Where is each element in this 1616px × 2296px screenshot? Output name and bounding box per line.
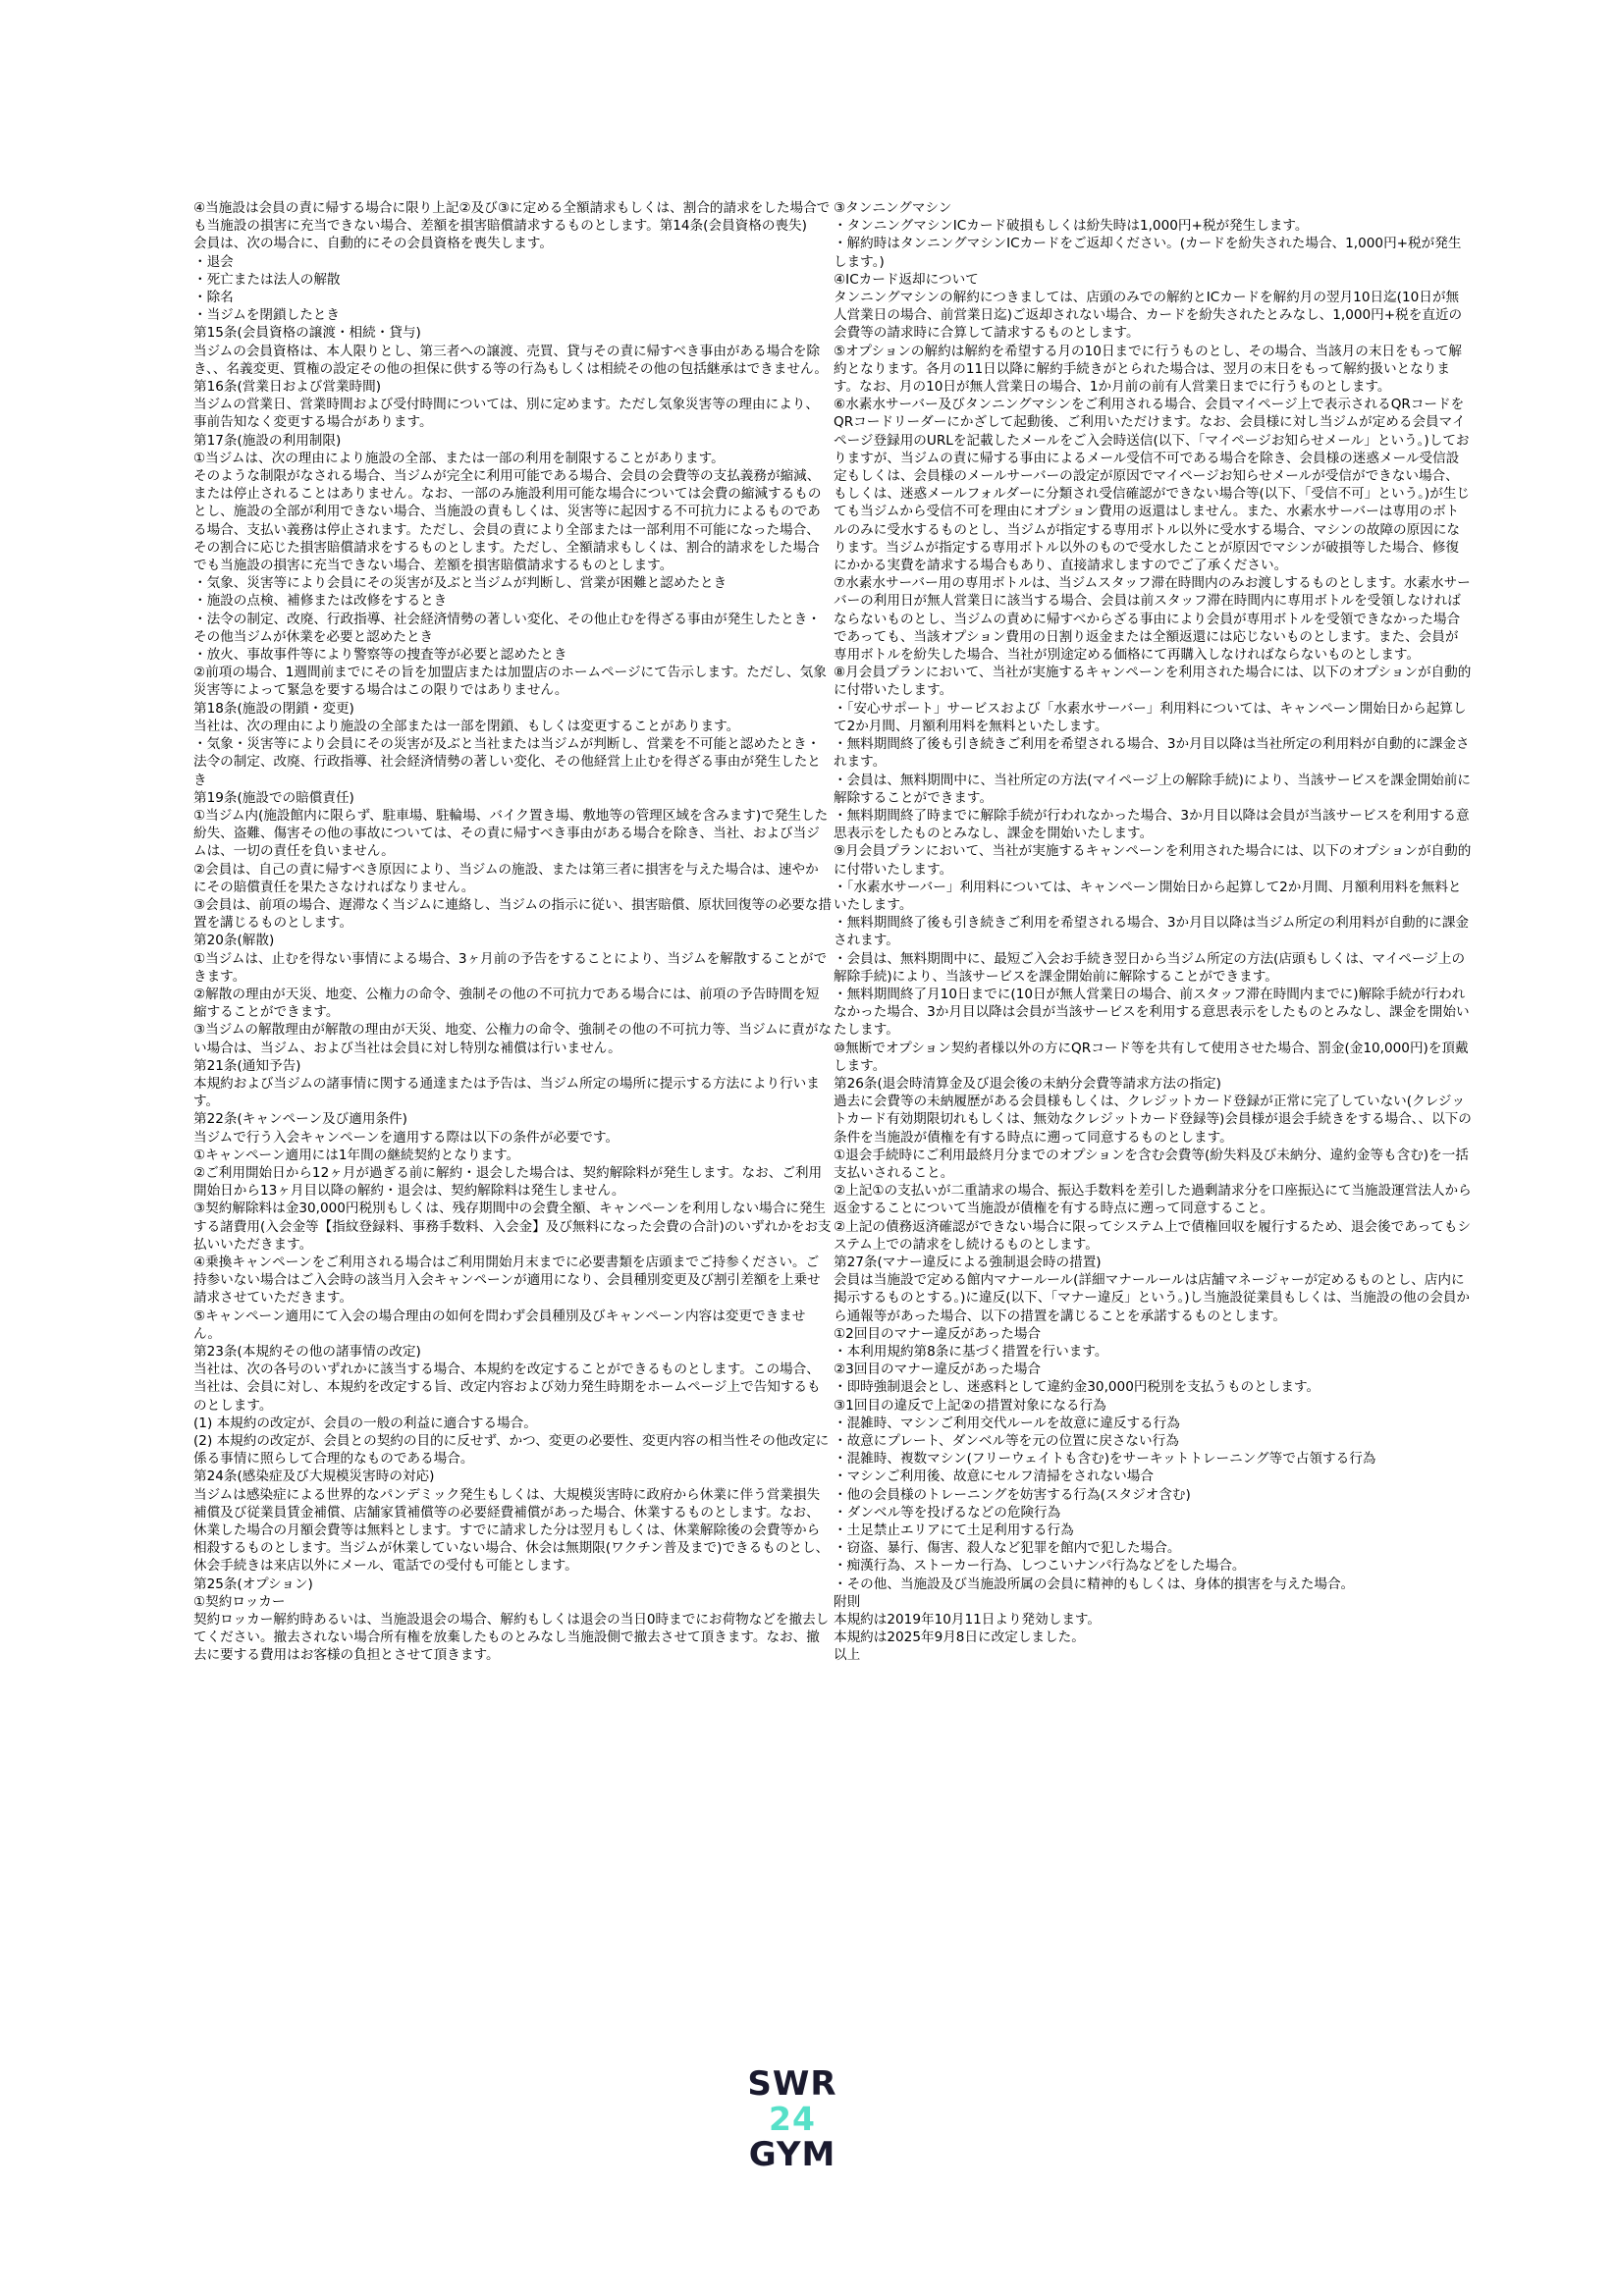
- logo-line-swr: SWR: [747, 2064, 837, 2104]
- paragraph: 当ジムの会員資格は、本人限りとし、第三者への譲渡、売買、貸与その責に帰すべき事由がある場合を除き、、名義変更、質権の設定その他の担保に供する等の行為もしくは相続その他の包括継承はできません。: [193, 343, 828, 377]
- paragraph: 第19条(施設での賠償責任): [193, 789, 354, 806]
- paragraph: ・死亡または法人の解散: [193, 271, 341, 288]
- paragraph: ・会員は、無料期間中に、当社所定の方法(マイページ上の解除手続)により、当該サービスを課金開始前に解除することができます。: [834, 772, 1471, 806]
- paragraph: 第24条(感染症及び大規模災害時の対応): [193, 1468, 435, 1485]
- paragraph: ・除名: [193, 290, 234, 306]
- paragraph: 本規約は2019年10月11日より発効します。: [834, 1612, 1102, 1629]
- paragraph: ・解約時はタンニングマシンICカードをご返却ください。(カードを紛失された場合、1,000円+税が発生します。): [834, 236, 1462, 270]
- paragraph: ⑩無断でオプション契約者様以外の方にQRコード等を共有して使用させた場合、罰金(金10,000円)を頂戴します。: [834, 1040, 1469, 1074]
- paragraph: ⑧月会員プランにおいて、当社が実施するキャンペーンを利用された場合には、以下のオプションが自動的に付帯いたします。: [834, 665, 1472, 699]
- paragraph: タンニングマシンの解約につきましては、店頭のみでの解約とICカードを解約月の翌月10日迄(10日が無人営業日の場合、前営業日迄)ご返却されない場合、カードを紛失されたとみなし、1,000円+税を直近の会費等の請求時に合算して請求するものとします。: [834, 290, 1463, 342]
- paragraph: ・土足禁止エリアにて土足利用する行為: [834, 1522, 1074, 1539]
- paragraph: ・会員は、無料期間中に、最短ご入会お手続き翌日から当ジム所定の方法(店頭もしくは、マイページ上の解除手続)により、当該サービスを課金開始前に解除することができます。: [834, 950, 1466, 985]
- paragraph: 第16条(営業日および営業時間): [193, 379, 382, 396]
- paragraph: ⑤オプションの解約は解約を希望する月の10日までに行うものとし、その場合、当該月の末日をもって解約となります。各月の11日以降に解約手続きがとられた場合は、翌月の末日をもって解約扱いとなります。なお、月の10日が無人営業日の場合、1か月前の前有人営業日までに行うものとします。: [834, 343, 1462, 396]
- paragraph: 当社は、次の理由により施設の全部または一部を閉鎖、もしくは変更することがあります。: [193, 718, 740, 734]
- paragraph: ②解散の理由が天災、地変、公権力の命令、強制その他の不可抗力である場合には、前項の予告時間を短縮することができます。: [193, 986, 820, 1021]
- paragraph: ①退会手続時にご利用最終月分までのオプションを含む会費等(紛失料及び未納分、違約金等も含む)を一括支払いされること。: [834, 1147, 1469, 1181]
- paragraph: ・混雑時、複数マシン(フリーウェイトも含む)をサーキットトレーニング等で占領する行為: [834, 1451, 1376, 1468]
- paragraph: 第26条(退会時清算金及び退会後の未納分会費等請求方法の指定): [834, 1075, 1221, 1092]
- paragraph: ・放火、事故事件等により警察等の捜査等が必要と認めたとき: [193, 647, 567, 664]
- left-text-column: [193, 199, 832, 1665]
- paragraph: ・無料期間終了後も引き続きご利用を希望される場合、3か月目以降は当社所定の利用料が自動的に課金されます。: [834, 736, 1470, 771]
- paragraph: 過去に会費等の未納履歴がある会員様もしくは、クレジットカード登録が正常に完了していない(クレジットカード有効期限切れもしくは、無効なクレジットカード登録等)会員様が退会手続きをする場合、、以下の条件を当施設が債権を有する時点に遡って同意するものとします。: [834, 1094, 1472, 1146]
- paragraph: ②3回目のマナー違反があった場合: [834, 1362, 1042, 1378]
- paragraph: ・即時強制退会とし、迷惑料として違約金30,000円税別を支払うものとします。: [834, 1379, 1320, 1396]
- logo-line-gym: GYM: [748, 2135, 836, 2174]
- paragraph: ①当ジムは、止むを得ない事情による場合、3ヶ月前の予告をすることにより、当ジムを解散することができます。: [193, 950, 828, 985]
- paragraph: ・故意にプレート、ダンベル等を元の位置に戻さない行為: [834, 1433, 1179, 1450]
- paragraph: 本規約および当ジムの諸事情に関する通達または予告は、当ジム所定の場所に提示する方法により行います。: [193, 1075, 820, 1110]
- paragraph: ・気象・災害等により会員にその災害が及ぶと当社または当ジムが判断し、営業を不可能と認めたとき・法令の制定、改廃、行政指導、社会経済情勢の著しい変化、その他経営上止むを得ざる事由が発生したとき: [193, 736, 821, 788]
- paragraph: ④当施設は会員の責に帰する場合に限り上記②及び③に定める全額請求もしくは、割合的請求をした場合でも当施設の損害に充当できない場合、差額を損害賠償請求するものとします。第14条(会員資格の喪失): [193, 200, 831, 235]
- paragraph: ・退会: [193, 253, 234, 270]
- paragraph: 当社は、次の各号のいずれかに該当する場合、本規約を改定することができるものとします。この場合、当社は、会員に対し、本規約を改定する旨、改定内容および効力発生時期をホームページ上で告知するものとします。: [193, 1362, 821, 1414]
- paragraph: 第15条(会員資格の譲渡・相続・貸与): [193, 325, 421, 342]
- paragraph: ・法令の制定、改廃、行政指導、社会経済情勢の著しい変化、その他止むを得ざる事由が発生したとき・その他当ジムが休業を必要と認めたとき: [193, 611, 821, 645]
- paragraph: そのような制限がなされる場合、当ジムが完全に利用可能である場合、会員の会費等の支払義務が縮減、または停止されることはありません。なお、一部のみ施設利用可能な場合については会費の縮減するものとし、施設の全部が利用できない場合、当施設の責もしくは、災害等に起因する不可抗力によるものである場合、支払い義務は停止されます。ただし、会員の責により全部または一部利用不可能になった場合、その割合に応じた損害賠償請求をするものとします。ただし、全額請求もしくは、割合的請求をした場合でも当施設の損害に充当できない場合、差額を損害賠償請求するものとします。: [193, 468, 822, 574]
- paragraph: ①当ジム内(施設館内に限らず、駐車場、駐輪場、バイク置き場、敷地等の管理区域を含みます)で発生した紛失、盗難、傷害その他の事故については、その責に帰すべき事由がある場合を除き、当社、および当ジムは、一切の責任を負いません。: [193, 807, 829, 860]
- paragraph: 第23条(本規約その他の諸事情の改定): [193, 1344, 421, 1360]
- paragraph: 当ジムの営業日、営業時間および受付時間については、別に定めます。ただし気象災害等の理由により、事前告知なく変更する場合があります。: [193, 397, 819, 431]
- paragraph: ⑥水素水サーバー及びタンニングマシンをご利用される場合、会員マイページ上で表示されるQRコードをQRコードリーダーにかざして起動後、ご利用いただけます。なお、会員様に対し当ジムが定める会員マイページ登録用のURLを記載したメールをご入会時送信(以下、「マイページお知らせメール」という。)しておりますが、当ジムの責に帰する事由によるメール受信不可である場合を除き、会員様の迷惑メール受信設定もしくは、会員様のメールサーバーの設定が原因でマイページお知らせメールが受信ができない場合、もしくは、迷惑メールフォルダーに分類され受信確認ができない場合等(以下、「受信不可」という。)が生じても当ジムから受信不可を理由にオプション費用の返還はしません。また、水素水サーバーは専用のボトルのみに受水するものとし、当ジムが指定する専用ボトル以外に受水する場合、マシンの故障の原因になります。当ジムが指定する専用ボトル以外のもので受水したことが原因でマシンが破損等した場合、修復にかかる実費を請求する場合もあり、直接請求しますのでご了承ください。: [834, 397, 1471, 574]
- paragraph: 本規約は2025年9月8日に改定しました。: [834, 1629, 1085, 1646]
- paragraph: ・「水素水サーバー」利用料については、キャンペーン開始日から起算して2か月間、月額利用料を無料といたします。: [834, 879, 1462, 913]
- paragraph: ・ダンベル等を投げるなどの危険行為: [834, 1504, 1061, 1521]
- paragraph: 当ジムで行う入会キャンペーンを適用する際は以下の条件が必要です。: [193, 1129, 619, 1146]
- paragraph: 第22条(キャンペーン及び適用条件): [193, 1111, 407, 1128]
- paragraph: ①当ジムは、次の理由により施設の全部、または一部の利用を制限することがあります。: [193, 450, 725, 466]
- paragraph: ③1回目の違反で上記②の措置対象になる行為: [834, 1397, 1106, 1414]
- paragraph: ①2回目のマナー違反があった場合: [834, 1325, 1042, 1342]
- paragraph: 第20条(解散): [193, 933, 275, 949]
- paragraph: ・他の会員様のトレーニングを妨害する行為(スタジオ含む): [834, 1486, 1191, 1503]
- paragraph: ③当ジムの解散理由が解散の理由が天災、地変、公権力の命令、強制その他の不可抗力等、当ジムに責がない場合は、当ジム、および当社は会員に対し特別な補償は行いません。: [193, 1022, 833, 1056]
- paragraph: ・「安心サポート」サービスおよび「水素水サーバー」利用料については、キャンペーン開始日から起算して2か月間、月額利用料を無料といたします。: [834, 700, 1467, 734]
- paragraph: ⑦水素水サーバー用の専用ボトルは、当ジムスタッフ滞在時間内のみお渡しするものとします。水素水サーバーの利用日が無人営業日に該当する場合、会員は前スタッフ滞在時間内に専用ボトルを受領しなければならないものとし、当ジムの責めに帰すべからざる事由により会員が専用ボトルを受領できなかった場合であっても、当該オプション費用の日割り返金または全額返還には応じないものとします。また、会員が専用ボトルを紛失した場合、当社が別途定める価格にて再購入しなければならないものとします。: [834, 575, 1471, 664]
- paragraph: (1) 本規約の改定が、会員の一般の利益に適合する場合。: [193, 1415, 537, 1431]
- paragraph: ・無料期間終了月10日までに(10日が無人営業日の場合、前スタッフ滞在時間内までに)解除手続が行われなかった場合、3か月目以降は会員が当該サービスを利用する意思表示をしたものとみなし、課金を開始いたします。: [834, 986, 1470, 1039]
- logo-line-24: 24: [769, 2100, 816, 2138]
- paragraph: (2) 本規約の改定が、会員との契約の目的に反せず、かつ、変更の必要性、変更内容の相当性その他改定に係る事情に照らして合理的なものである場合。: [193, 1433, 830, 1468]
- paragraph: ⑨月会員プランにおいて、当社が実施するキャンペーンを利用された場合には、以下のオプションが自動的に付帯いたします。: [834, 843, 1472, 878]
- paragraph: 当ジムは感染症による世界的なパンデミック発生もしくは、大規模災害時に政府から休業に伴う営業損失補償及び従業員賃金補償、店舗家賃補償等の必要経費補償があった場合、休業するものとします。なお、休業した場合の月額会費等は無料とします。すでに請求した分は翌月もしくは、休業解除後の会費等から相殺するものとします。当ジムが休業していない場合、休会は無期限(ワクチン普及まで)できるものとし、休会手続きは来店以外にメール、電話での受付も可能とします。: [193, 1486, 830, 1575]
- paragraph: ③タンニングマシン: [834, 200, 952, 216]
- paragraph: ③契約解除料は金30,000円税別もしくは、残存期間中の会費全額、キャンペーンを利用しない場合に発生する諸費用(入会金等【指紋登録料、事務手数料、入会金】及び無料になった会費の合計)のいずれかをお支払いいただきます。: [193, 1201, 832, 1253]
- paragraph: ④ICカード返却について: [834, 271, 979, 288]
- paragraph: ・本利用規約第8条に基づく措置を行います。: [834, 1344, 1108, 1360]
- paragraph: ・施設の点検、補修または改修をするとき: [193, 593, 448, 610]
- right-text-column: [834, 199, 1472, 1665]
- paragraph: ①キャンペーン適用には1年間の継続契約となります。: [193, 1147, 520, 1163]
- paragraph: ・痴漢行為、ストーカー行為、しつこいナンパ行為などをした場合。: [834, 1558, 1246, 1575]
- paragraph: ・混雑時、マシンご利用交代ルールを故意に違反する行為: [834, 1415, 1180, 1431]
- paragraph: ・タンニングマシンICカード破損もしくは紛失時は1,000円+税が発生します。: [834, 218, 1309, 235]
- paragraph: 第21条(通知予告): [193, 1057, 301, 1074]
- paragraph: ・その他、当施設及び当施設所属の会員に精神的もしくは、身体的損害を与えた場合。: [834, 1575, 1355, 1592]
- paragraph: ②会員は、自己の責に帰すべき原因により、当ジムの施設、または第三者に損害を与えた場合は、速やかにその賠償責任を果たさなければなりません。: [193, 861, 819, 895]
- paragraph: 第25条(オプション): [193, 1575, 313, 1592]
- paragraph: 契約ロッカー解約時あるいは、当施設退会の場合、解約もしくは退会の当日0時までにお荷物などを撤去してください。撤去されない場合所有権を放棄したものとみなし当施設側で撤去させて頂きます。なお、撤去に要する費用はお客様の負担とさせて頂きます。: [193, 1612, 830, 1664]
- paragraph: ①契約ロッカー: [193, 1593, 286, 1610]
- paragraph: ⑤キャンペーン適用にて入会の場合理由の如何を問わず会員種別及びキャンペーン内容は変更できません。: [193, 1308, 806, 1342]
- paragraph: 会員は、次の場合に、自動的にその会員資格を喪失します。: [193, 236, 553, 252]
- paragraph: 会員は当施設で定める館内マナールール(詳細マナールールは店舗マネージャーが定めるものとし、店内に掲示するものとする。)に違反(以下、「マナー違反」という。)し当施設従業員もしくは、当施設の他の会員から通報等があった場合、以下の措置を講じることを承諾するものとします。: [834, 1272, 1471, 1324]
- paragraph: ・当ジムを閉鎖したとき: [193, 307, 340, 324]
- swr-24-gym-logo: [747, 2066, 837, 2184]
- paragraph: ②ご利用開始日から12ヶ月が過ぎる前に解約・退会した場合は、契約解除料が発生します。なお、ご利用開始日から13ヶ月目以降の解約・退会は、契約解除料は発生しません。: [193, 1164, 823, 1200]
- paragraph: 第27条(マナー違反による強制退会時の措置): [834, 1254, 1102, 1270]
- paragraph: ②上記①の支払いが二重請求の場合、振込手数料を差引した過剰請求分を口座振込にて当施設運営法人から返金することについて当施設が債権を有する時点に遡って同意すること。: [834, 1183, 1472, 1217]
- paragraph: 以上: [834, 1647, 861, 1664]
- paragraph: ・気象、災害等により会員にその災害が及ぶと当ジムが判断し、営業が困難と認めたとき: [193, 575, 727, 592]
- paragraph: ②上記の債務返済確認ができない場合に限ってシステム上で債権回収を履行するため、退会後であってもシステム上での請求をし続けるものとします。: [834, 1218, 1472, 1253]
- paragraph: 第18条(施設の閉鎖・変更): [193, 700, 354, 717]
- paragraph: 第17条(施設の利用制限): [193, 432, 342, 449]
- paragraph: ・窃盗、暴行、傷害、殺人など犯罪を館内で犯した場合。: [834, 1540, 1181, 1557]
- paragraph: ・マシンご利用後、故意にセルフ清掃をされない場合: [834, 1468, 1154, 1485]
- paragraph: ・無料期間終了時までに解除手続が行われなかった場合、3か月目以降は会員が当該サービスを利用する意思表示をしたものとみなし、課金を開始いたします。: [834, 807, 1470, 842]
- paragraph: 附則: [834, 1593, 861, 1610]
- paragraph: ④乗換キャンペーンをご利用される場合はご利用開始月末までに必要書類を店頭までご持参ください。ご持参いない場合はご入会時の該当月入会キャンペーンが適用になり、会員種別変更及び割引差額を上乗せ請求させていただきます。: [193, 1254, 821, 1307]
- paragraph: ③会員は、前項の場合、遅滞なく当ジムに連絡し、当ジムの指示に従い、損害賠償、原状回復等の必要な措置を講じるものとします。: [193, 896, 833, 932]
- paragraph: ・無料期間終了後も引き続きご利用を希望される場合、3か月目以降は当ジム所定の利用料が自動的に課金されます。: [834, 915, 1470, 949]
- paragraph: ②前項の場合、1週間前までにその旨を加盟店または加盟店のホームページにて告示します。ただし、気象災害等によって緊急を要する場合はこの限りではありません。: [193, 665, 827, 699]
